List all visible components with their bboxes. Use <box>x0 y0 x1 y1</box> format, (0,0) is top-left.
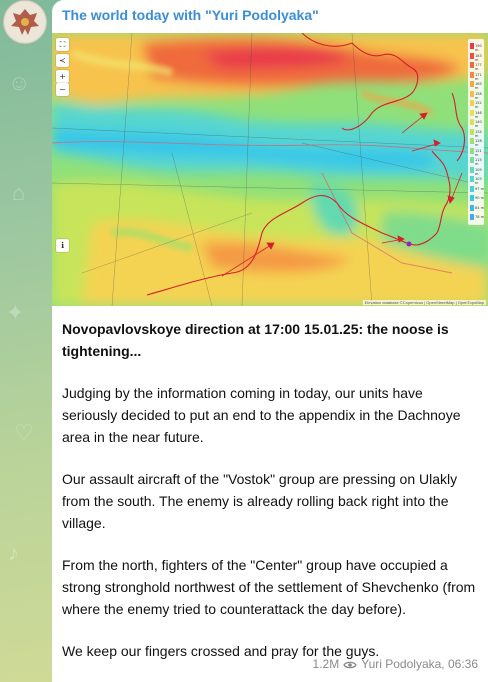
legend-label: 109 m <box>475 167 482 176</box>
post-paragraph-1: Judging by the information coming in today, our units have seriously decided to put an end to the appendix in the Dachnoye area in the near future. <box>62 385 461 445</box>
note-doodle-icon: ♪ <box>8 540 19 565</box>
legend-swatch <box>470 138 474 144</box>
zoom-out-button[interactable]: − <box>56 83 69 96</box>
legend-label: 177 m <box>475 63 482 71</box>
legend-swatch <box>470 195 474 201</box>
legend-swatch <box>470 148 474 154</box>
view-count: 1.2M <box>312 657 340 671</box>
legend-swatch <box>470 62 474 68</box>
author-name: Yuri Podolyaka <box>361 657 442 671</box>
legend-label: 158 m <box>475 91 482 100</box>
post-paragraph-2: Our assault aircraft of the "Vostok" group are pressing on Ulakly from the south. The enemy is already rolling back right into the village. <box>62 471 458 531</box>
legend-swatch <box>470 176 474 182</box>
legend-label: 165 m <box>475 82 482 90</box>
legend-swatch <box>470 157 474 163</box>
legend-swatch <box>470 119 474 125</box>
legend-swatch <box>470 43 474 49</box>
legend-swatch <box>470 186 474 192</box>
attached-map-image[interactable] <box>52 33 488 306</box>
legend-label: 84 m <box>475 205 484 210</box>
info-icon[interactable]: ℹ <box>56 239 69 252</box>
map-attribution: Elevation database ©Copernicus | OpenStreetMap | OpenTopoMap <box>364 300 484 305</box>
legend-label: 78 m <box>475 215 484 219</box>
zoom-in-button[interactable]: + <box>56 70 69 83</box>
legend-label: 115 m <box>475 158 482 166</box>
post-paragraph-3: From the north, fighters of the "Center" group have occupied a strong stronghold northwest of the settlement of Shevchenko (from where the enemy tried to counterattack the day before). <box>62 557 476 617</box>
legend-label: 90 m <box>475 196 484 200</box>
legend-label: 97 m <box>475 186 484 191</box>
legend-swatch <box>470 129 474 135</box>
legend-label: 103 m <box>475 177 482 185</box>
fullscreen-icon[interactable]: ⛶ <box>56 38 69 51</box>
cat-doodle-icon: ☺ <box>8 70 31 95</box>
legend-label: 183 m <box>475 53 482 62</box>
elevation-map <box>52 33 488 306</box>
legend-label: 190 m <box>475 44 482 52</box>
legend-swatch <box>470 100 474 106</box>
post-title: Novopavlovskoye direction at 17:00 15.01.25: the noose is tightening... <box>62 321 449 359</box>
share-icon[interactable]: ≺ <box>56 54 69 67</box>
legend-label: 134 m <box>475 129 482 138</box>
legend-swatch <box>470 205 474 211</box>
message-meta: 1.2M Yuri Podolyaka, 06:36 <box>312 657 478 671</box>
legend-label: 140 m <box>475 120 482 128</box>
legend-swatch <box>470 81 474 87</box>
eye-icon <box>343 660 357 670</box>
avatar-emblem-icon <box>4 1 46 43</box>
star-doodle-icon: ✦ <box>6 300 25 325</box>
legend-swatch <box>470 91 474 97</box>
post-paragraph-4: We keep our fingers crossed and pray for the guys. <box>62 643 380 659</box>
post-time: 06:36 <box>447 657 478 671</box>
legend-swatch <box>470 167 474 173</box>
legend-swatch <box>470 214 474 220</box>
legend-label: 152 m <box>475 101 482 109</box>
legend-label: 171 m <box>475 72 482 81</box>
legend-swatch <box>470 53 474 59</box>
post-text <box>62 318 480 682</box>
message-bubble <box>52 0 488 682</box>
channel-avatar[interactable] <box>3 0 47 44</box>
legend-swatch <box>470 72 474 78</box>
elevation-legend <box>468 39 484 225</box>
legend-label: 146 m <box>475 110 482 119</box>
house-doodle-icon: ⌂ <box>12 180 26 205</box>
channel-name[interactable]: The world today with "Yuri Podolyaka" <box>62 7 319 23</box>
legend-label: 128 m <box>475 139 482 147</box>
legend-label: 121 m <box>475 148 482 157</box>
legend-swatch <box>470 110 474 116</box>
heart-doodle-icon: ♡ <box>14 420 34 445</box>
